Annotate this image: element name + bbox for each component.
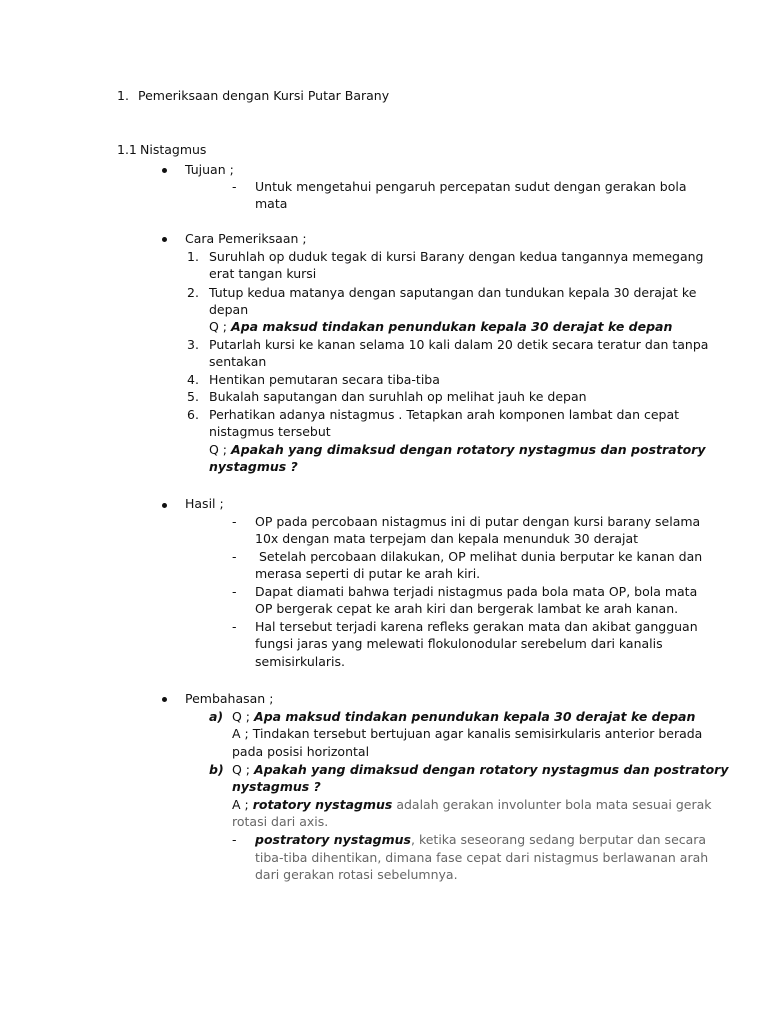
step-text: depan [209,302,249,317]
answer-text: rotasi dari axis. [232,814,329,829]
question-prefix: Q ; [209,442,228,457]
heading-title: Pemeriksaan dengan Kursi Putar Barany [138,88,390,103]
step-number: 6. [187,407,199,422]
hasil-text: Hal tersebut terjadi karena refleks gerakan mata dan akibat gangguan [255,619,698,634]
tujuan-dash: - [232,179,237,194]
section-title: Nistagmus [140,142,207,157]
step-number: 1. [187,249,199,264]
sub-answer-text: dari gerakan rotasi sebelumnya. [255,867,458,882]
bullet-icon [162,237,167,242]
hasil-text: Setelah percobaan dilakukan, OP melihat dunia berputar ke kanan dan [255,549,703,564]
answer-prefix: A ; [232,797,249,812]
question-text: nystagmus ? [232,779,321,794]
answer-text: A ; Tindakan tersebut bertujuan agar kanalis semisirkularis anterior berada [232,726,703,741]
item-marker: b) [209,762,224,777]
tujuan-label: Tujuan ; [185,162,234,177]
sub-term: postratory nystagmus [255,832,411,847]
hasil-text: Dapat diamati bahwa terjadi nistagmus pada bola mata OP, bola mata [255,584,698,599]
step-number: 5. [187,389,199,404]
pembahasan-label: Pembahasan ; [185,691,274,706]
question-prefix: Q ; [209,319,228,334]
step-text: Tutup kedua matanya dengan saputangan dan tundukan kepala 30 derajat ke [209,285,697,300]
section-number: 1.1 [117,142,137,157]
question-prefix: Q ; [232,709,251,724]
hasil-dash: - [232,619,237,634]
hasil-dash: - [232,514,237,529]
sub-dash: - [232,832,237,847]
step-text: Putarlah kursi ke kanan selama 10 kali dalam 20 detik secara teratur dan tanpa [209,337,709,352]
bullet-icon [162,697,167,702]
answer-text: pada posisi horizontal [232,744,370,759]
step-text: Suruhlah op duduk tegak di kursi Barany dengan kedua tangannya memegang [209,249,704,264]
question-text: nystagmus ? [209,459,298,474]
hasil-dash: - [232,549,237,564]
bullet-icon [162,503,167,508]
hasil-text: merasa seperti di putar ke arah kiri. [255,566,481,581]
answer-term: rotatory nystagmus [252,797,393,812]
step-text: nistagmus tersebut [209,424,331,439]
hasil-dash: - [232,584,237,599]
sub-answer-text: tiba-tiba dihentikan, dimana fase cepat dari nistagmus berlawanan arah [255,850,709,865]
question-prefix: Q ; [232,762,251,777]
step-number: 4. [187,372,199,387]
question-text: Apa maksud tindakan penundukan kepala 30 derajat ke depan [254,709,696,724]
bullet-icon [162,168,167,173]
hasil-text: OP pada percobaan nistagmus ini di putar dengan kursi barany selama [255,514,701,529]
step-number: 2. [187,285,199,300]
hasil-text: OP bergerak cepat ke arah kiri dan bergerak lambat ke arah kanan. [255,601,679,616]
sub-rest: , ketika seseorang sedang berputar dan secara [411,832,707,847]
answer-text [232,796,712,813]
pembahasan-question [232,708,695,725]
step-text: sentakan [209,354,267,369]
hasil-label: Hasil ; [185,496,224,511]
heading-number: 1. [117,88,129,103]
hasil-text: semisirkularis. [255,654,345,669]
hasil-text: 10x dengan mata terpejam dan kepala menunduk 30 derajat [255,531,639,546]
question-text: Apakah yang dimaksud dengan rotatory nystagmus dan postratory [231,442,706,457]
tujuan-line: Untuk mengetahui pengaruh percepatan sudut dengan gerakan bola [255,179,687,194]
cara-label: Cara Pemeriksaan ; [185,231,307,246]
step-number: 3. [187,337,199,352]
question-text: Apa maksud tindakan penundukan kepala 30 derajat ke depan [231,319,673,334]
answer-rest: adalah gerakan involunter bola mata sesuai gerak [396,797,712,812]
pembahasan-question [232,761,728,778]
step-text: Bukalah saputangan dan suruhlah op melihat jauh ke depan [209,389,587,404]
step-text: Hentikan pemutaran secara tiba-tiba [209,372,440,387]
hasil-text: fungsi jaras yang melewati flokulonodular serebelum dari kanalis [255,636,663,651]
step-text: erat tangan kursi [209,266,317,281]
step-question [209,318,672,335]
step-question [209,441,705,458]
step-text: Perhatikan adanya nistagmus . Tetapkan arah komponen lambat dan cepat [209,407,680,422]
question-text: Apakah yang dimaksud dengan rotatory nystagmus dan postratory [254,762,729,777]
sub-answer [255,831,706,848]
item-marker: a) [209,709,224,724]
tujuan-line: mata [255,196,288,211]
